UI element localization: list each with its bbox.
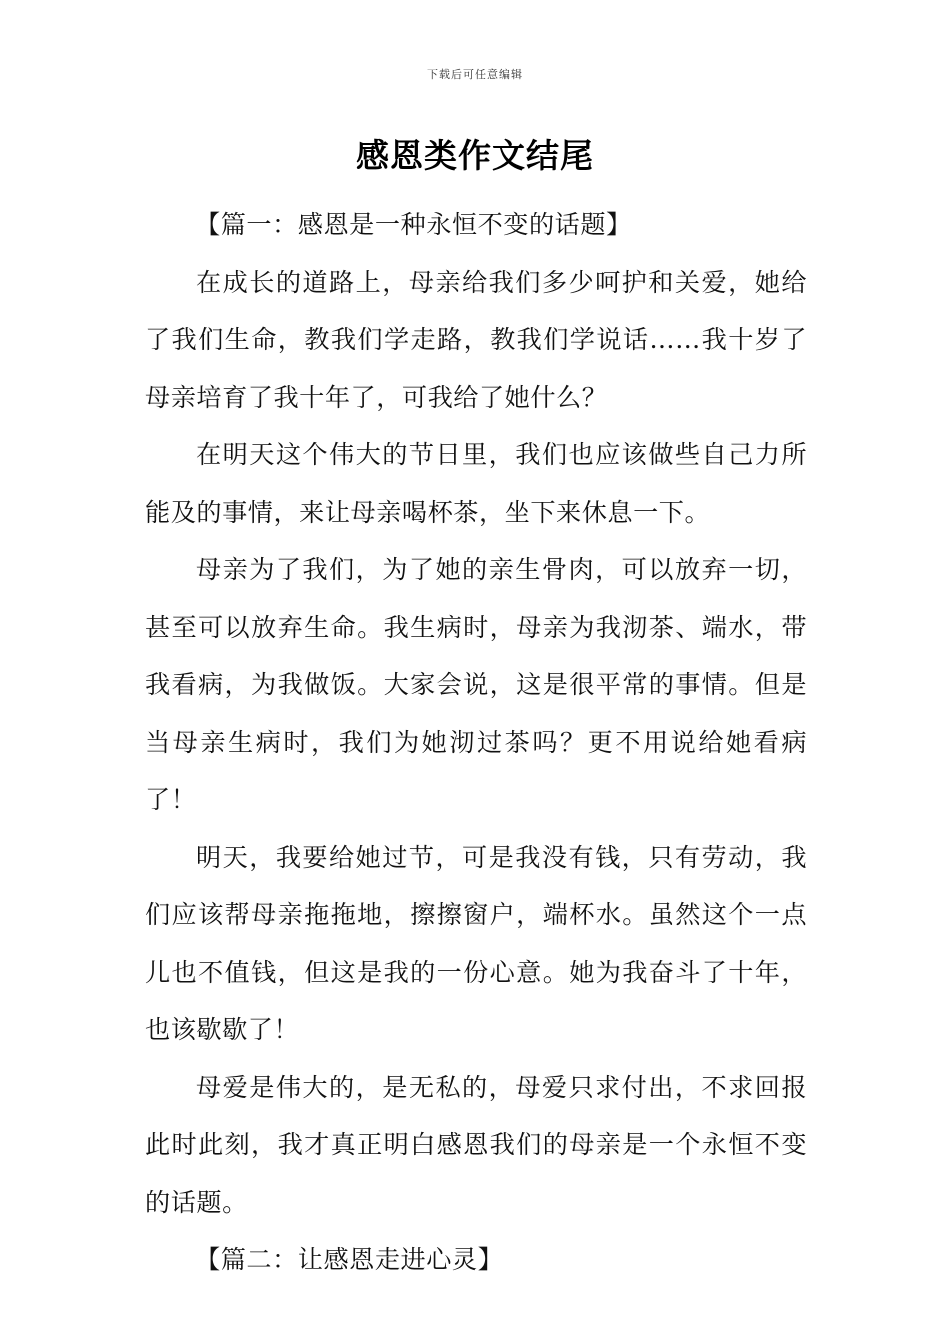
- paragraph: 在明天这个伟大的节日里，我们也应该做些自己力所能及的事情，来让母亲喝杯茶，坐下来休息一下。: [145, 440, 807, 527]
- section-heading: 【篇一：感恩是一种永恒不变的话题】: [195, 210, 632, 239]
- paragraph: 明天，我要给她过节，可是我没有钱，只有劳动，我们应该帮母亲拖拖地，擦擦窗户，端杯水。虽然这个一点儿也不值钱，但这是我的一份心意。她为我奋斗了十年，也该歇歇了！: [145, 842, 807, 1044]
- document-title: 感恩类作文结尾: [356, 136, 594, 175]
- paragraph: 在成长的道路上，母亲给我们多少呵护和关爱，她给了我们生命，教我们学走路，教我们学说话……我十岁了母亲培育了我十年了，可我给了她什么？: [145, 267, 807, 412]
- section-heading: 【篇二：让感恩走进心灵】: [195, 1245, 504, 1274]
- document-body: [145, 196, 807, 1289]
- paragraph: 母亲为了我们，为了她的亲生骨肉，可以放弃一切，甚至可以放弃生命。我生病时，母亲为我沏茶、端水，带我看病，为我做饭。大家会说，这是很平常的事情。但是当母亲生病时，我们为她沏过茶吗？更不用说给她看病了！: [145, 555, 807, 814]
- paragraph: 母爱是伟大的，是无私的，母爱只求付出，不求回报此时此刻，我才真正明白感恩我们的母亲是一个永恒不变的话题。: [145, 1072, 807, 1217]
- header-note: 下载后可任意编辑: [427, 68, 523, 81]
